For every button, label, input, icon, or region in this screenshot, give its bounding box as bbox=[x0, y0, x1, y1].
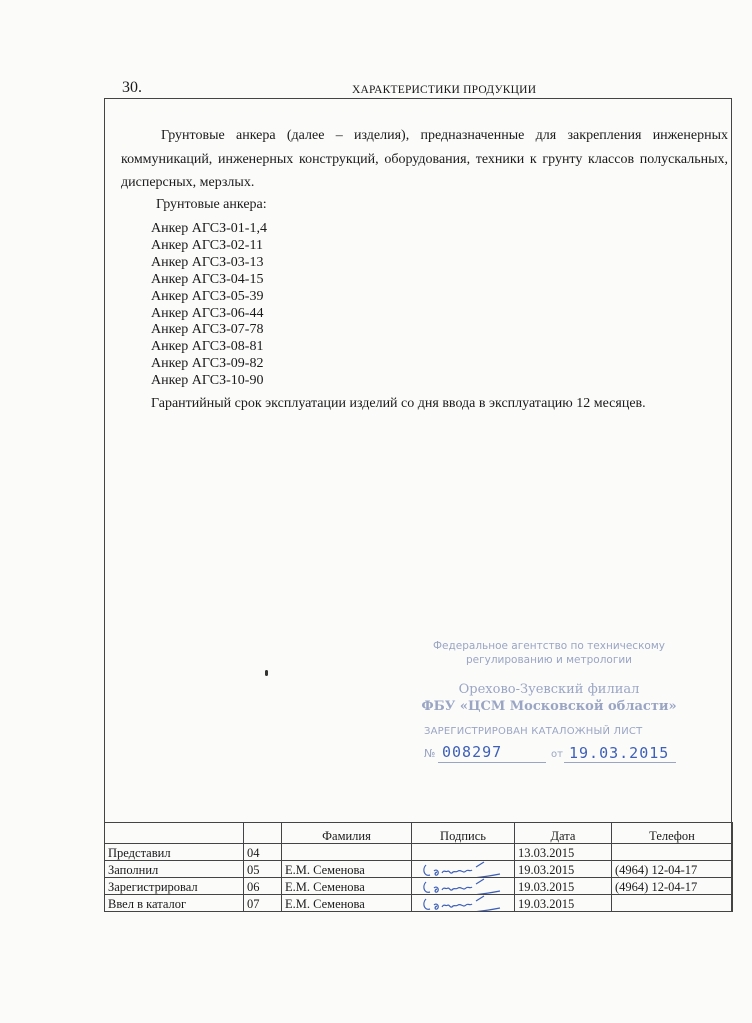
header-surname: Фамилия bbox=[282, 823, 412, 844]
row-date: 19.03.2015 bbox=[515, 895, 612, 912]
page-number: 30. bbox=[122, 79, 142, 96]
stamp-number: 008297 bbox=[442, 743, 503, 761]
table-row bbox=[105, 878, 733, 895]
anchor-item: Анкер АГСЗ-06-44 bbox=[151, 305, 264, 321]
anchor-item: Анкер АГСЗ-09-82 bbox=[151, 356, 264, 372]
row-code: 07 bbox=[244, 895, 282, 912]
anchor-list bbox=[151, 221, 267, 390]
row-signature bbox=[412, 861, 515, 878]
row-phone bbox=[612, 895, 733, 912]
handwritten-signature bbox=[420, 878, 504, 895]
row-role: Представил bbox=[105, 844, 244, 861]
stamp-registration-line bbox=[424, 745, 678, 765]
table-row bbox=[105, 844, 733, 861]
stamp-agency-line: Федеральное агентство по техническому bbox=[433, 640, 665, 652]
stamp-agency-line-2: регулированию и метрологии bbox=[465, 654, 633, 666]
header-title: ХАРАКТЕРИСТИКИ ПРОДУКЦИИ bbox=[352, 84, 537, 96]
table-row bbox=[105, 895, 733, 912]
stamp-organization: ФБУ «ЦСМ Московской области» bbox=[421, 699, 677, 714]
header-signature: Подпись bbox=[412, 823, 515, 844]
row-signature bbox=[412, 844, 515, 861]
ink-dot bbox=[265, 670, 268, 676]
row-phone: (4964) 12-04-17 bbox=[612, 878, 733, 895]
row-date: 19.03.2015 bbox=[515, 878, 612, 895]
anchor-item: Анкер АГСЗ-10-90 bbox=[151, 373, 264, 389]
stamp-branch-name: Орехово-Зуевский филиал bbox=[458, 682, 640, 697]
handwritten-signature bbox=[420, 895, 504, 912]
header-date: Дата bbox=[515, 823, 612, 844]
row-code: 05 bbox=[244, 861, 282, 878]
row-phone: (4964) 12-04-17 bbox=[612, 861, 733, 878]
anchor-item: Анкер АГСЗ-08-81 bbox=[151, 339, 264, 355]
anchor-item: Анкер АГСЗ-02-11 bbox=[151, 237, 263, 253]
row-date: 19.03.2015 bbox=[515, 861, 612, 878]
table-row bbox=[105, 861, 733, 878]
stamp-number-underline bbox=[438, 762, 546, 763]
row-surname bbox=[282, 844, 412, 861]
anchor-item: Анкер АГСЗ-07-78 bbox=[151, 322, 264, 338]
header-phone: Телефон bbox=[612, 823, 733, 844]
anchor-item: Анкер АГСЗ-03-13 bbox=[151, 254, 264, 270]
row-surname: Е.М. Семенова bbox=[282, 878, 412, 895]
row-phone bbox=[612, 844, 733, 861]
stamp-date-underline bbox=[564, 762, 676, 763]
row-role: Зарегистрировал bbox=[105, 878, 244, 895]
intro-paragraph: Грунтовые анкера (далее – изделия), предназначенные для закрепления инженерных коммуникаций, инженерных конструкций, оборудования, техники к грунту классов полускальных, дисперсных, мерзлых. bbox=[121, 128, 728, 190]
row-signature bbox=[412, 895, 515, 912]
anchor-item: Анкер АГСЗ-01-1,4 bbox=[151, 221, 267, 236]
row-surname: Е.М. Семенова bbox=[282, 861, 412, 878]
row-surname: Е.М. Семенова bbox=[282, 895, 412, 912]
table-header-row bbox=[105, 823, 733, 844]
row-signature bbox=[412, 878, 515, 895]
stamp-from-label: от bbox=[551, 749, 563, 760]
stamp-date: 19.03.2015 bbox=[569, 744, 670, 762]
warranty-text: Гарантийный срок эксплуатации изделий со дня ввода в эксплуатацию 12 месяцев. bbox=[151, 396, 646, 411]
row-date: 13.03.2015 bbox=[515, 844, 612, 861]
registration-stamp bbox=[420, 640, 678, 768]
row-role: Заполнил bbox=[105, 861, 244, 878]
row-role: Ввел в каталог bbox=[105, 895, 244, 912]
anchor-item: Анкер АГСЗ-04-15 bbox=[151, 271, 264, 287]
row-code: 04 bbox=[244, 844, 282, 861]
registration-table bbox=[104, 822, 733, 912]
anchor-item: Анкер АГСЗ-05-39 bbox=[151, 288, 264, 304]
row-code: 06 bbox=[244, 878, 282, 895]
header-cell-role bbox=[105, 823, 244, 844]
header-cell-code bbox=[244, 823, 282, 844]
handwritten-signature bbox=[420, 861, 504, 878]
stamp-registered-label: ЗАРЕГИСТРИРОВАН КАТАЛОЖНЫЙ ЛИСТ bbox=[424, 726, 643, 737]
stamp-number-label: № bbox=[424, 747, 436, 760]
anchor-list-heading: Грунтовые анкера: bbox=[156, 197, 267, 212]
